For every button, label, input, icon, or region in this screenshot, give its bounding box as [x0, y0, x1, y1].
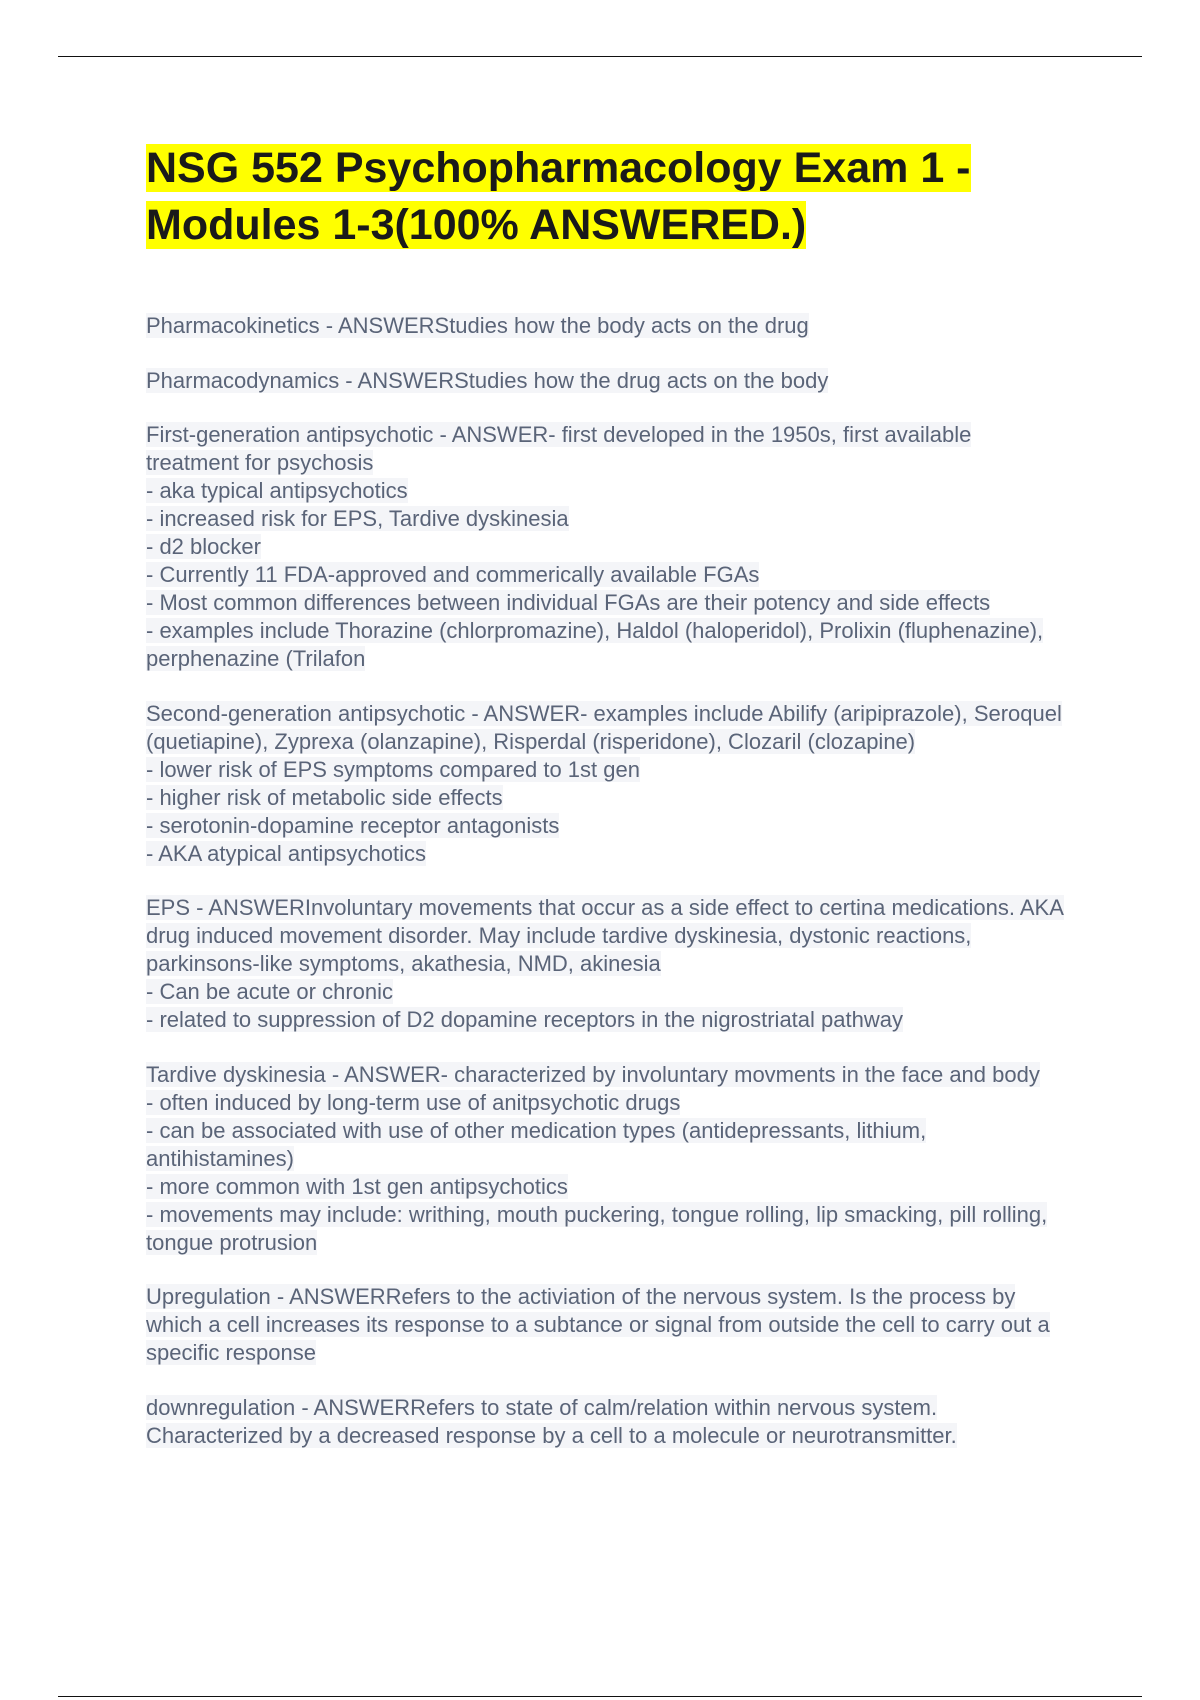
qa-entry-text: downregulation - ANSWERRefers to state of calm/relation within nervous system. Characterized by a decreased response by a cell to a molecule or neurotransmitter. [146, 1394, 957, 1448]
qa-entry-text: EPS - ANSWERInvoluntary movements that occur as a side effect to certina medications. AKA drug induced movement disorder. May include tardive dyskinesia, dystonic reactions, parkinsons-like symptoms, akathesia, NMD, akinesia [146, 895, 1064, 976]
qa-entry-term-line [146, 1394, 1066, 1450]
qa-entry-bullet-line [146, 561, 1066, 589]
qa-entry-text: - serotonin-dopamine receptor antagonists [146, 812, 560, 838]
qa-entry-text: - Currently 11 FDA-approved and commerically available FGAs [146, 562, 760, 587]
qa-entry-term-line [146, 894, 1066, 978]
top-rule [58, 56, 1142, 57]
qa-entry-term-line [146, 312, 1066, 340]
qa-entry [146, 894, 1066, 1034]
qa-entry-text: - AKA atypical antipsychotics [146, 840, 427, 866]
qa-entry-text: - aka typical antipsychotics [146, 478, 408, 503]
qa-entry [146, 312, 1066, 340]
qa-entry-text: Upregulation - ANSWERRefers to the activiation of the nervous system. Is the process by which a cell increases its response to a subtance or signal from outside the cell to carry out a specific response [146, 1284, 1050, 1365]
qa-entry-bullet-line [146, 1089, 1066, 1117]
qa-entry-bullet-line [146, 533, 1066, 561]
qa-entry-bullet-line [146, 812, 1066, 840]
qa-entry-bullet-line [146, 1201, 1066, 1257]
qa-entry-text: - d2 blocker [146, 534, 261, 559]
qa-entry-text: - Can be acute or chronic [146, 979, 394, 1004]
qa-entry-text: Second-generation antipsychotic - ANSWER- examples include Abilify (aripiprazole), Seroquel (quetiapine), Zyprexa (olanzapine), Risperdal (risperidone), Clozaril (clozapine) [146, 700, 1062, 754]
qa-entry-text: - lower risk of EPS symptoms compared to 1st gen [146, 756, 640, 782]
qa-entry [146, 421, 1066, 673]
qa-entry-bullet-line [146, 589, 1066, 617]
qa-entry [146, 700, 1066, 868]
qa-entry-bullet-line [146, 617, 1066, 673]
qa-entry-text: - increased risk for EPS, Tardive dyskinesia [146, 506, 569, 531]
qa-entry [146, 1061, 1066, 1257]
qa-entry-text: - related to suppression of D2 dopamine receptors in the nigrostriatal pathway [146, 1007, 903, 1032]
qa-entry-term-line [146, 367, 1066, 395]
document-body [146, 140, 1066, 1476]
qa-entry-bullet-line [146, 505, 1066, 533]
document-title-text: NSG 552 Psychopharmacology Exam 1 - Modules 1-3(100% ANSWERED.) [146, 144, 971, 249]
qa-entry-text: Pharmacokinetics - ANSWERStudies how the body acts on the drug [146, 313, 809, 338]
qa-entry-term-line [146, 1061, 1066, 1089]
qa-entry-bullet-line [146, 784, 1066, 812]
qa-entries [146, 312, 1066, 1450]
document-title [146, 140, 1066, 254]
qa-entry [146, 1283, 1066, 1367]
qa-entry-text: Tardive dyskinesia - ANSWER- characterized by involuntary movments in the face and body [146, 1061, 1040, 1087]
qa-entry-term-line [146, 1283, 1066, 1367]
qa-entry-text: - examples include Thorazine (chlorpromazine), Haldol (haloperidol), Prolixin (fluphenazine), perphenazine (Trilafon [146, 618, 1044, 671]
qa-entry [146, 1394, 1066, 1450]
qa-entry-text: - often induced by long-term use of anitpsychotic drugs [146, 1089, 681, 1115]
qa-entry-text: - movements may include: writhing, mouth puckering, tongue rolling, lip smacking, pill rolling, tongue protrusion [146, 1201, 1048, 1255]
qa-entry-term-line [146, 700, 1066, 756]
qa-entry-text: - can be associated with use of other medication types (antidepressants, lithium, antihistamines) [146, 1117, 927, 1171]
qa-entry-text: - Most common differences between individual FGAs are their potency and side effects [146, 590, 991, 615]
qa-entry-term-line [146, 421, 1066, 477]
qa-entry-bullet-line [146, 1006, 1066, 1034]
qa-entry-bullet-line [146, 1173, 1066, 1201]
bottom-rule [58, 1696, 1142, 1697]
qa-entry-text: - more common with 1st gen antipsychotics [146, 1173, 568, 1199]
qa-entry-bullet-line [146, 1117, 1066, 1173]
qa-entry-text: - higher risk of metabolic side effects [146, 784, 503, 810]
qa-entry-bullet-line [146, 840, 1066, 868]
qa-entry-text: Pharmacodynamics - ANSWERStudies how the drug acts on the body [146, 367, 829, 393]
qa-entry [146, 367, 1066, 395]
qa-entry-text: First-generation antipsychotic - ANSWER- first developed in the 1950s, first available treatment for psychosis [146, 422, 972, 475]
qa-entry-bullet-line [146, 978, 1066, 1006]
qa-entry-bullet-line [146, 756, 1066, 784]
qa-entry-bullet-line [146, 477, 1066, 505]
